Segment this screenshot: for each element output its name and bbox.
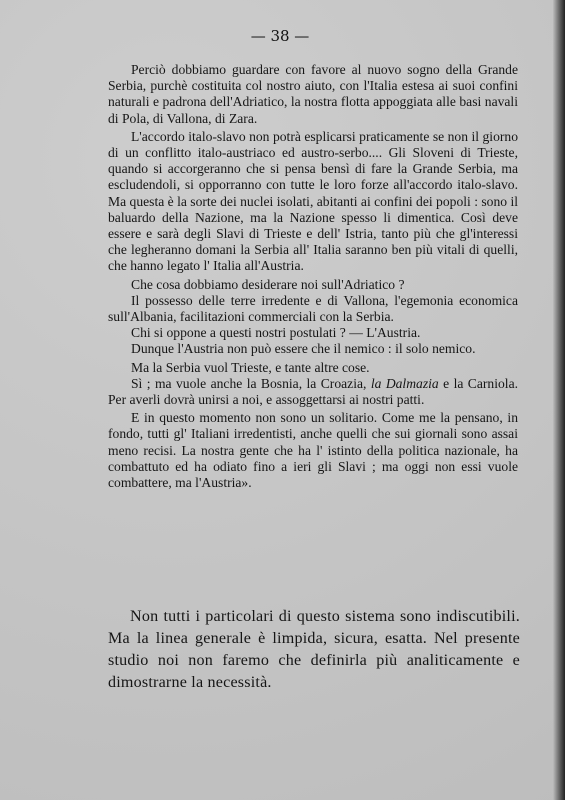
paragraph: Chi si oppone a questi nostri postulati ? — L'Austria.	[131, 325, 421, 341]
paragraph: Non tutti i particolari di questo sistema sono indiscutibili. Ma la linea generale è limpida, sicura, esatta. Nel presente studio noi non faremo che definirla più analiticamente e dimostrarne la necessità.	[108, 608, 520, 691]
quoted-passage	[108, 62, 518, 491]
paragraph: E in questo momento non sono un solitario. Come me la pensano, in fondo, tutti gl' Italiani irredentisti, anche quelli che sui giornali sono assai meno recisi. La nostra gente che ha l' istinto della politica nazionale, ha combattuto ed ha odiato fino a ieri gli Slavi ; ma oggi non essi vuole combattere, ma l'Austria».	[108, 410, 518, 491]
paragraph: Dunque l'Austria non può essere che il nemico : il solo nemico.	[131, 341, 476, 357]
paragraph: Perciò dobbiamo guardare con favore al nuovo sogno della Grande Serbia, purchè costituita col nostro aiuto, con l'Italia estesa ai suoi confini naturali e padrona dell'Adriatico, la nostra flotta appoggiata alle basi navali di Pola, di Vallona, di Zara.	[108, 62, 518, 126]
paragraph: Il possesso delle terre irredente e di Vallona, l'egemonia economica sull'Albania, facilitazioni commerciali con la Serbia.	[108, 292, 518, 325]
paragraph-text: Sì ; ma vuole anche la Bosnia, la Croazia,	[131, 375, 371, 391]
paragraph-text: e la Carniola. Per averli dovrà unirsi a noi, e assoggettarsi ai nostri patti.	[108, 375, 519, 408]
page-number: — 38 —	[250, 27, 310, 45]
paragraph	[108, 376, 518, 408]
book-spine-shadow	[553, 0, 565, 800]
paragraph: Che cosa dobbiamo desiderare noi sull'Adriatico ?	[131, 276, 405, 292]
closing-passage	[108, 606, 520, 694]
italic-text: la Dalmazia	[370, 375, 439, 391]
paragraph: L'accordo italo-slavo non potrà esplicarsi praticamente se non il giorno di un conflitto italo-austriaco ed austro-serbo.... Gli Sloveni di Trieste, quando si accorgeranno che si pensa bensì di fare la Grande Serbia, ma escludendoli, si opporranno con tutte le loro forze all'accordo italo-slavo. Ma questa è la sorte dei nuclei isolati, abitanti ai confini dei popoli : sono il baluardo della Nazione, ma la Nazione spesso li dimentica. Così deve essere e sarà degli Slavi di Trieste e dell' Istria, tanto più che gl'interessi che legheranno domani la Serbia all' Italia saranno ben più vitali di quelli, che hanno legato l' Italia all'Austria.	[108, 128, 518, 274]
paragraph: Ma la Serbia vuol Trieste, e tante altre cose.	[131, 359, 370, 375]
